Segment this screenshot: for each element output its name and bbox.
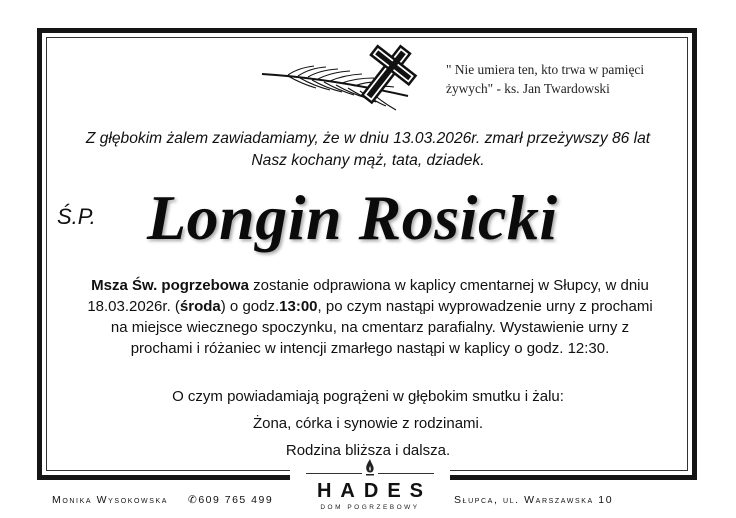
announcement-intro [0,128,736,172]
mass-label: Msza Św. pogrzebowa [91,277,249,294]
closing [0,383,736,464]
footer-phone-number: 609 765 499 [198,494,274,506]
mass-text-1: zostanie odprawiona w kaplicy cmentarnej w Słupcy, w dniu [248,277,649,294]
closing-line-3: Rodzina bliższa i dalsza. [285,442,451,459]
hades-logo [290,456,450,516]
mass-line-2 [60,296,680,317]
quote-line-2: żywych" - ks. Jan Twardowski [446,81,610,96]
cross-with-palm-icon [258,40,444,116]
intro-line-2: Nasz kochany mąż, tata, dziadek. [251,152,485,169]
mass-line-3: na miejsce wiecznego spoczynku, na cmentarz parafialny. Wystawienie urny z [110,319,630,336]
sp-prefix: Ś.P. [57,204,96,229]
logo-line-right [378,473,434,474]
footer-author: Monika Wysokowska [52,494,169,506]
deceased-name: Longin Rosicki [147,182,558,253]
mass-text-4: , po czym nastąpi wyprowadzenie urny z prochami [317,298,653,315]
footer-phone [188,494,273,506]
mass-date: 18.03.2026r. ( [87,298,180,315]
mass-details [60,275,680,359]
mass-line-1 [60,275,680,296]
closing-line-1: O czym powiadamiają pogrążeni w głębokim smutku i żalu: [172,388,564,405]
mass-time-label: ) o godz. [220,298,280,315]
closing-line-2: Żona, córka i synowie z rodzinami. [252,415,484,432]
logo-subtitle: DOM POGRZEBOWY [320,504,420,511]
quote [446,60,696,98]
mass-time: 13:00 [279,298,318,315]
flame-icon [362,458,378,478]
quote-line-1: " Nie umiera ten, kto trwa w pamięci [446,62,645,77]
intro-line-1: Z głębokim żalem zawiadamiamy, że w dniu 13.03.2026r. zmarł przeżywszy 86 lat [85,130,651,147]
phone-icon: ✆ [188,494,199,506]
logo-brand: HADES [316,480,432,502]
mass-weekday: środa [179,298,221,315]
mass-line-4: prochami i różaniec w intencji zmarłego nastąpi w kaplicy o godz. 12:30. [130,340,610,357]
logo-line-left [306,473,362,474]
footer-address: Słupca, ul. Warszawska 10 [454,494,614,506]
